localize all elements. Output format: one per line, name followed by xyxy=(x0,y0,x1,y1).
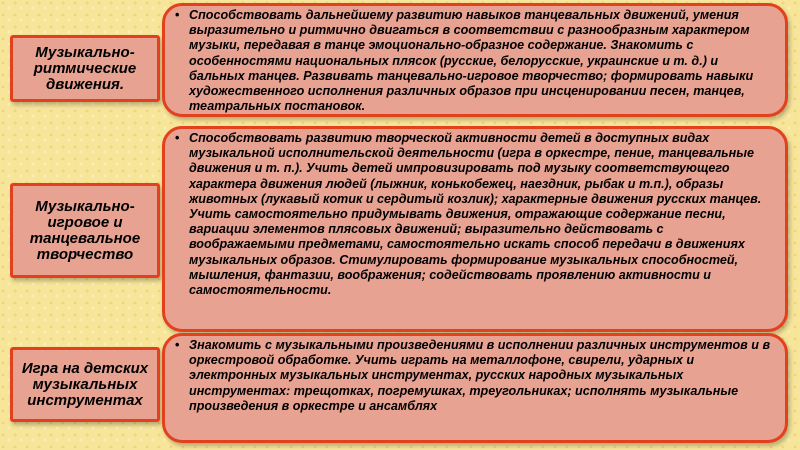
content-box-rhythmic-movements xyxy=(162,3,788,117)
bullet-icon: • xyxy=(175,338,180,352)
content-paragraph: Способствовать дальнейшему развитию навыков танцевальных движений, умения выразительно и ритмично двигаться в соответствии с разнообразным характером музыки, передавая в танце эмоционально-образное содержание. Знакомить с особенностями национальных плясок (русские, белорусские, украинские и т. д.) и бальных танцев. Развивать танцевально-игровое творчество; формировать навыки художественного исполнения различных образов при инсценировании песен, танцев, театральных постановок. xyxy=(189,8,754,114)
row-label-rhythmic-movements xyxy=(10,35,160,102)
bullet-icon: • xyxy=(175,8,180,22)
row-label-instruments xyxy=(10,347,160,422)
content-text xyxy=(175,338,771,414)
content-text xyxy=(175,8,771,114)
bullet-icon: • xyxy=(175,131,180,145)
content-box-instruments xyxy=(162,333,788,443)
content-paragraph: Знакомить с музыкальными произведениями в исполнении различных инструментов и в оркестровой обработке. Учить играть на металлофоне, свирели, ударных и электронных музыкальных инструментах, русских народных музыкальных инструментах: трещотках, погремушках, треугольниках; исполнять музыкальные произведения в оркестре и ансамблях xyxy=(189,338,771,413)
content-text xyxy=(175,131,771,298)
content-paragraph: Способствовать развитию творческой активности детей в доступных видах музыкальной исполнительской деятельности (игра в оркестре, пение, танцевальные движения и т. п.). Учить детей импровизировать под музыку соответствующего характера движения людей (лыжник, конькобежец, наездник, рыбак и т.п.), образы животных (лукавый котик и сердитый козлик); характерные движения русских танцев. Учить самостоятельно придумывать движения, отражающие содержание песни, вариации элементов плясовых движений; выразительно действовать с воображаемыми предметами, самостоятельно искать способ передачи в движениях музыкальных образов. Стимулировать формирование музыкальных способностей, мышления, фантазии, воображения; содействовать проявлению активности и самостоятельности. xyxy=(189,131,762,298)
row-label-text: Музыкально-игровое и танцевальное творчество xyxy=(29,197,141,263)
content-box-game-dance-creativity xyxy=(162,126,788,332)
row-label-game-dance-creativity xyxy=(10,183,160,278)
row-label-text: Игра на детских музыкальных инструментах xyxy=(21,359,149,409)
row-label-text: Музыкально-ритмические движения. xyxy=(33,43,137,93)
